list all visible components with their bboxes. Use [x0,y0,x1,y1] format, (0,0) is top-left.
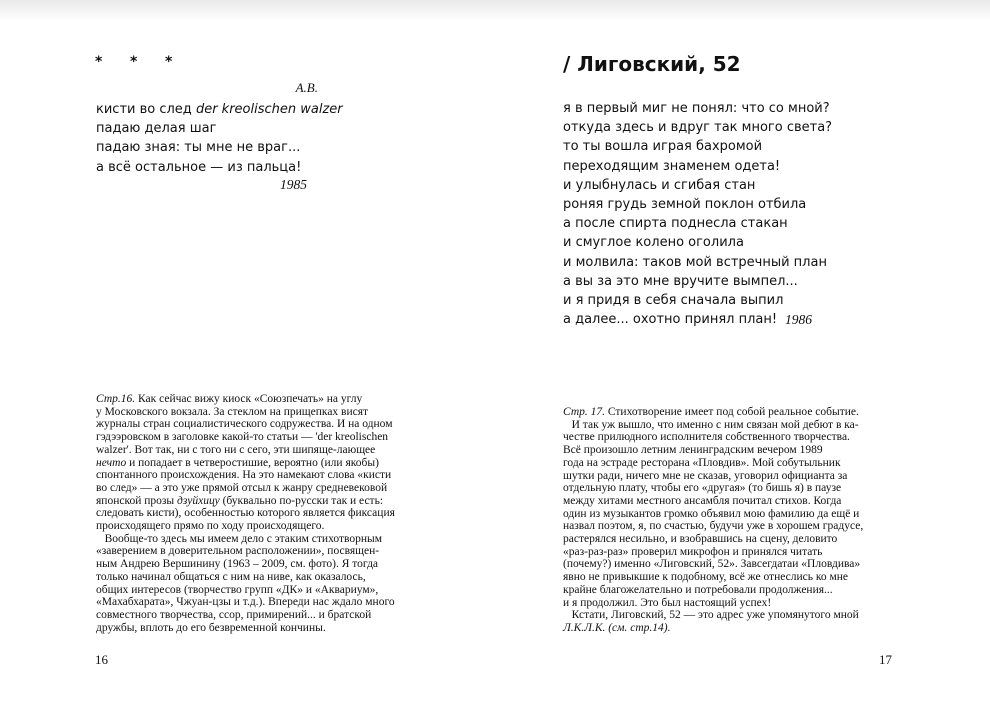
commentary-line: крайне благожелательно и потребовали продолжения... [563,583,833,596]
right-poem-year: 1986 [785,312,812,327]
poem-line: а после спирта поднесла стакан [563,216,788,232]
commentary-line: И так уж вышло, что именно с ним связан мой дебют в ка- [563,418,859,431]
poem-line: а вы за это мне вручите вымпел... [563,273,798,289]
section-stars [95,54,200,70]
commentary-line: один из музыкантов громко объявил мою фамилию да ещё и [563,507,860,520]
poem-line: и улыбнулась и сгибая стан [563,177,756,193]
commentary-line: гэдээровском в заголовке какой-то статьи — 'der kreolischen [96,431,389,444]
commentary-line: (почему?) именно «Лиговский, 52». Завсегдатаи «Пловдива» [563,558,861,571]
commentary-line: назвал поэтом, я, по счастью, будучи уже в хорошем градусе, [563,520,864,533]
left-commentary [96,393,395,634]
commentary-line: Л.К.Л.К. (см. стр.14). [563,621,671,634]
commentary-line: общих интересов (творчество групп «ДК» и «Аквариум», [96,583,379,596]
poem-line: падаю зная: ты мне не враг... [96,140,301,156]
commentary-line: Стр.16. Как сейчас вижу киоск «Союзпечать» на углу [96,393,363,405]
commentary-line: Всё произошло летним ленинградским вечером 1989 [563,444,823,457]
commentary-line: нечто и попадает в четверостишие, вероятно (или якобы) [96,456,379,469]
poem-line: а всё остальное — из пальца! [96,159,302,175]
commentary-line: отдельную плату, чтобы его «другая» (то бишь я) в паузе [563,482,842,495]
left-poem [96,100,343,177]
commentary-line: «раз-раз-раз» проверил микрофон и принялся читать [563,545,823,558]
right-commentary [563,406,863,635]
commentary-line: года на эстраде ресторана «Пловдив». Мой собутыльник [563,456,841,469]
commentary-line: журналы стран социалистического содружества. И на одном [96,418,393,431]
star: * [130,54,138,70]
poem-title: / Лиговский, 52 [563,52,741,76]
commentary-line: у Московского вокзала. За стеклом на прищепках висят [96,405,369,418]
commentary-line: во след» — а это уже прямой отсыл к жанру средневековой [96,481,388,494]
page-number-right: 17 [879,652,892,667]
poem-line: и я придя в себя сначала выпил [563,293,784,309]
poem-line: кисти во след der kreolischen walzer [96,102,343,117]
poem-line: откуда здесь и вдруг так много света? [563,120,833,136]
poem-line: и смуглое колено оголила [563,235,744,251]
commentary-line: Стр. 17. Стихотворение имеет под собой реальное событие. [563,406,859,418]
commentary-line: Вообще-то здесь мы имеем дело с этаким стихотворным [96,532,383,545]
commentary-line: спонтанного происхождения. На это намекают слова «кисти [96,469,392,482]
poem-line: падаю делая шаг [96,121,217,137]
commentary-line: происходящего прямо по ходу происходящего. [96,520,325,533]
star: * [95,54,103,70]
left-poem-year: 1985 [280,177,307,192]
commentary-line: следовать кисти), особенностью которого является фиксация [96,507,395,520]
commentary-line: дружбы, вплоть до его безвременной кончины. [96,621,326,634]
poem-line: а далее... охотно принял план! [563,312,778,328]
commentary-line: растерялся несильно, и взобравшись на сцену, деловито [563,533,838,546]
page-number-left: 16 [95,652,108,667]
star: * [165,54,173,70]
poem-line: то ты вошла играя бахромой [563,139,763,155]
commentary-line: «заверением в доверительном расположении», посвящен- [96,545,380,558]
commentary-line: ным Андрею Вершинину (1963 – 2009, см. фото). Я тогда [96,558,379,571]
commentary-line: японской прозы дзуйхицу (буквально по-русски так и есть: [96,494,384,507]
commentary-line: между хитами местного ансамбля почитал стихов. Когда [563,494,842,507]
commentary-line: шутки ради, ничего мне не сказав, уговорил официанта за [563,469,848,482]
commentary-line: совместного творчества, ссор, примирений... и братской [96,608,372,621]
commentary-line: и я продолжил. Это был настоящий успех! [563,596,772,609]
commentary-line: Кстати, Лиговский, 52 — это адрес уже упомянутого мной [563,609,859,622]
commentary-line: честве прилюдного исполнителя собственного творчества. [563,431,850,444]
poem-line: роняя грудь земной поклон отбила [563,197,807,213]
commentary-line: явно не привыкшие к подобному, всё же отнеслись ко мне [563,571,848,584]
poem-line: переходящим знаменем одета! [563,158,781,174]
commentary-line: «Махабхарата», Чжуан-цзы и т.д.). Впереди нас ждало много [96,596,395,609]
poem-line: я в первый миг не понял: что со мной? [563,101,830,116]
poem-line: и молвила: таков мой встречный план [563,254,827,270]
poem-dedication: А.В. [295,80,318,95]
commentary-line: только начинал общаться с ним на ниве, как оказалось, [96,570,366,583]
commentary-line: walzer'. Вот так, ни с того ни с сего, эти шипяще-лающее [96,443,376,456]
right-poem [563,99,832,329]
